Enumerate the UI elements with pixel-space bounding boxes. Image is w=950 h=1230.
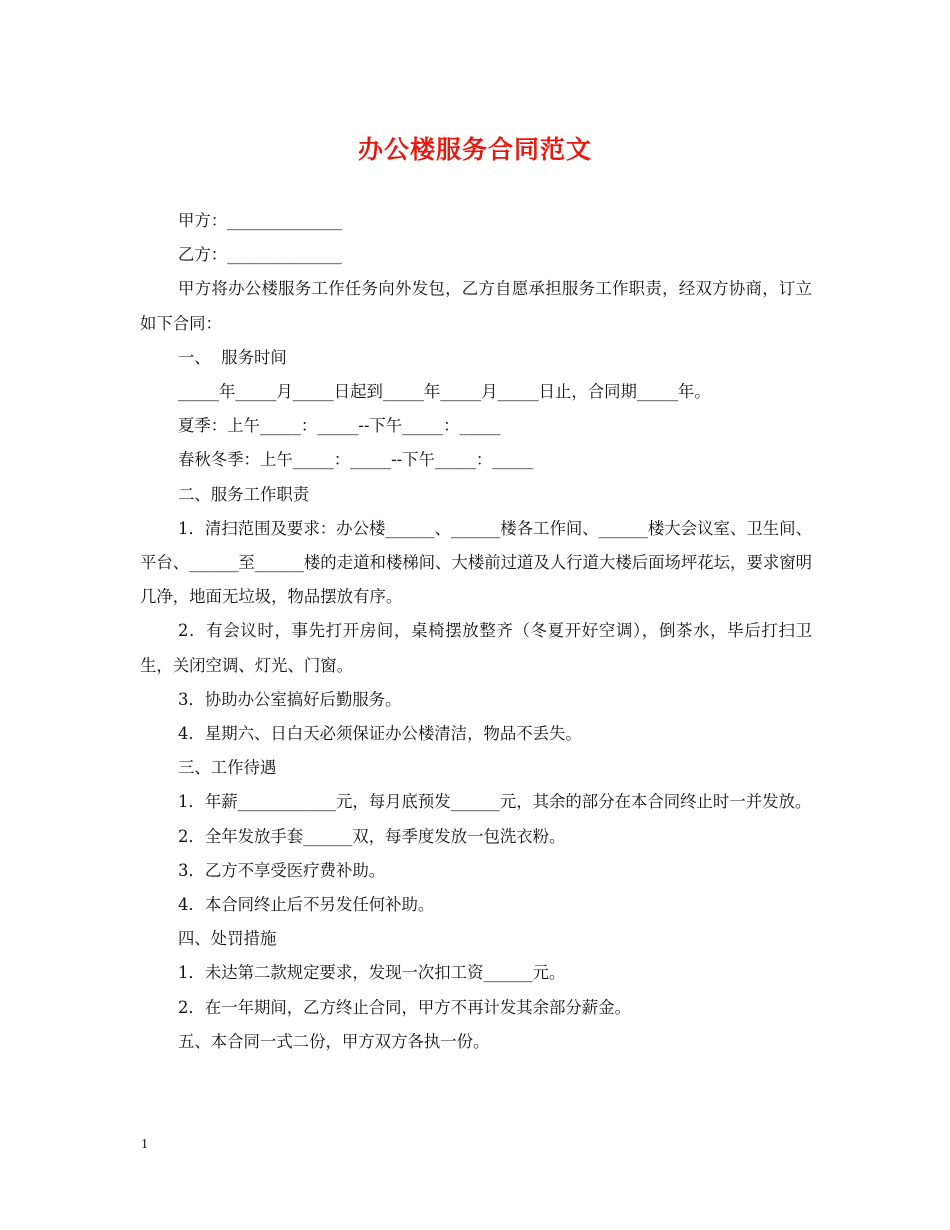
document-title: 办公楼服务合同范文 <box>357 135 592 164</box>
party-b-line: 乙方：______________ <box>178 245 342 265</box>
summer-hours-line: 夏季：上午_____：_____--下午_____：_____ <box>178 416 501 436</box>
penalty-item-1: 1．未达第二款规定要求，发现一次扣工资______元。 <box>178 963 566 983</box>
spring-autumn-winter-hours-line: 春秋冬季：上午_____：_____--下午_____：_____ <box>178 450 534 470</box>
page-number: 1 <box>141 1137 148 1152</box>
contract-period-line: _____年_____月_____日起到_____年_____月_____日止，合同期_____年。 <box>178 382 711 402</box>
document-body <box>140 204 812 1059</box>
section-copies-clause: 五、本合同一式二份，甲方双方各执一份。 <box>178 1031 490 1051</box>
section-heading-benefits: 三、工作待遇 <box>178 758 277 778</box>
benefit-item-3: 3．乙方不享受医疗费补助。 <box>178 860 386 880</box>
intro-paragraph: 甲方将办公楼服务工作任务向外发包，乙方自愿承担服务工作职责，经双方协商，订立如下合同： <box>140 279 812 333</box>
benefit-item-2: 2．全年发放手套______双，每季度发放一包洗衣粉。 <box>178 826 566 846</box>
duty-item-3: 3．协助办公室搞好后勤服务。 <box>178 689 402 709</box>
benefit-item-1: 1．年薪____________元，每月底预发______元，其余的部分在本合同终止时一并发放。 <box>178 792 812 812</box>
penalty-item-2: 2．在一年期间，乙方终止合同，甲方不再计发其余部分薪金。 <box>178 997 631 1017</box>
section-heading-duties: 二、服务工作职责 <box>178 484 310 504</box>
benefit-item-4: 4．本合同终止后不另发任何补助。 <box>178 895 435 915</box>
section-heading-penalties: 四、处罚措施 <box>178 929 277 949</box>
section-heading-service-time: 一、 服务时间 <box>178 347 287 367</box>
party-a-line: 甲方：______________ <box>178 211 342 230</box>
duty-item-4: 4．星期六、日白天必须保证办公楼清洁，物品不丢失。 <box>178 724 582 744</box>
duty-item-2: 2．有会议时，事先打开房间，桌椅摆放整齐（冬夏开好空调），倒茶水，毕后打扫卫生，关闭空调、灯光、门窗。 <box>140 621 812 675</box>
duty-item-1: 1．清扫范围及要求：办公楼______、______楼各工作间、______楼大会议室、卫生间、平台、______至______楼的走道和楼梯间、大楼前过道及人行道大楼后面场坪花坛，要求窗明几净，地面无垃圾，物品摆放有序。 <box>140 518 813 607</box>
